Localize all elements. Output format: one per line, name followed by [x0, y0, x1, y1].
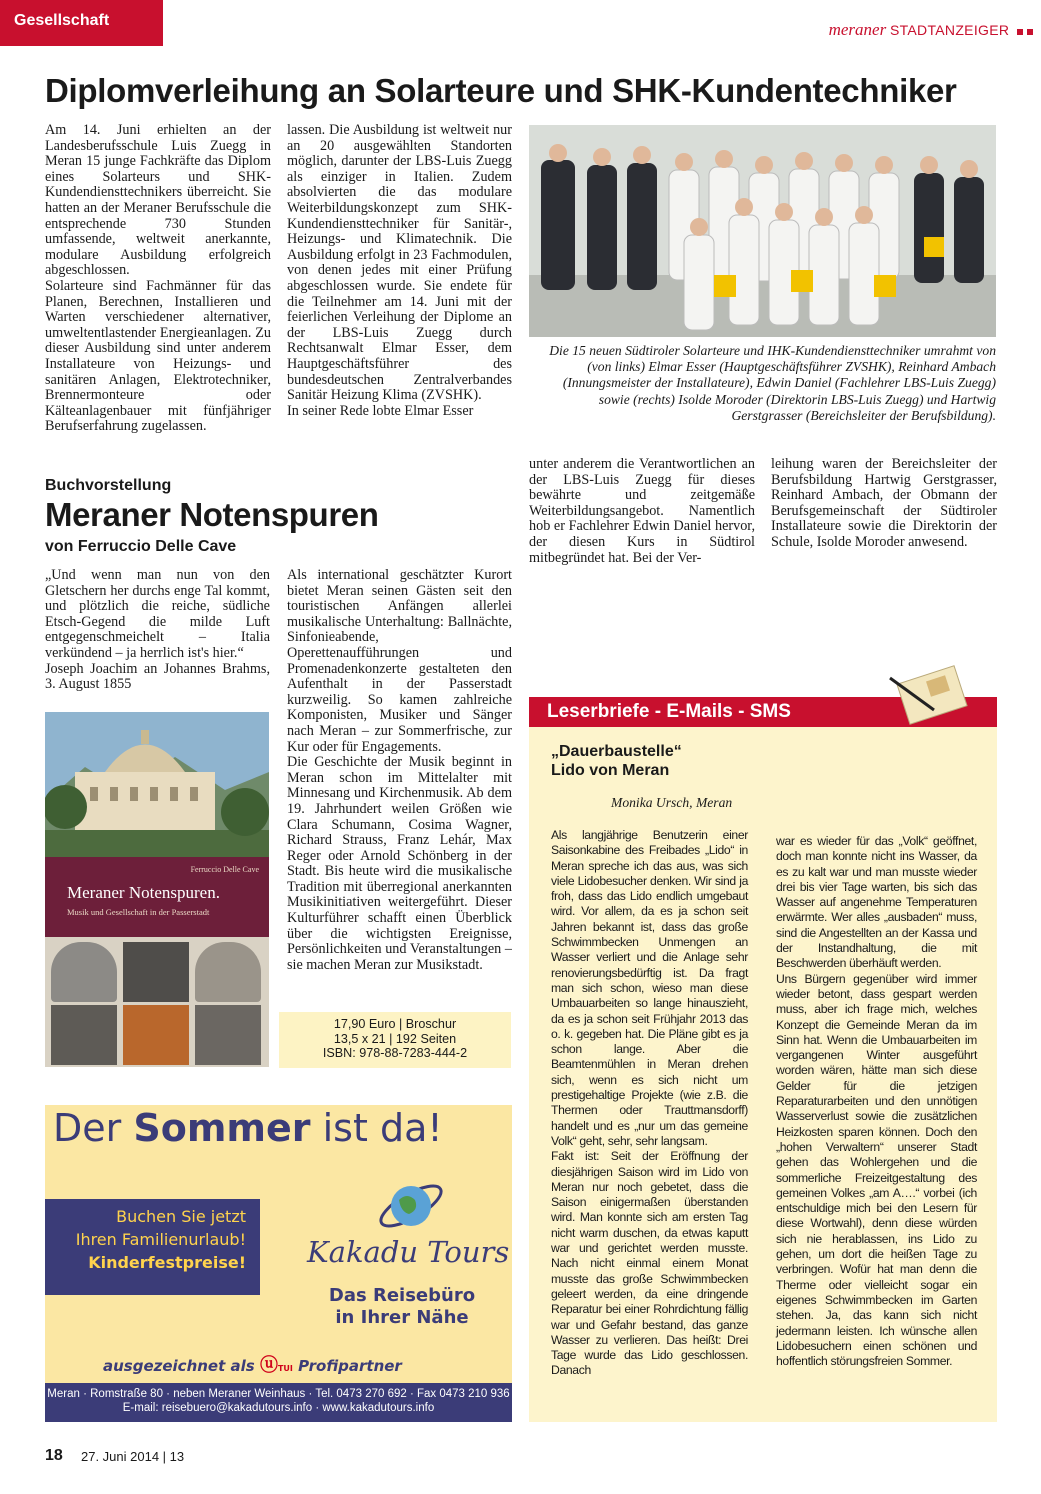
ad-slogan-1: Das Reisebüro [328, 1285, 476, 1306]
masthead-stadtanzeiger: STADTANZEIGER [889, 22, 1010, 38]
book-price: 17,90 Euro | Broschur [333, 1017, 457, 1031]
article1-column-4: leihung waren der Bereichsleiter der Berufsbildung Hartwig Gerstgrasser, Reinhard Ambach, der Obmann der Berufsgemeinschaft der Südtiroler Installateure sowie die Direktorin der Schule, Isolde Moroder anwesend. [771, 456, 997, 550]
masthead-meraner: meraner [828, 20, 887, 39]
letters-header: Leserbriefe - E-Mails - SMS [529, 697, 997, 727]
letter-author: Monika Ursch, Meran [611, 795, 733, 810]
article1-column-3: unter anderem die Verantwortlichen an der LBS-Luis Zuegg für dieses bewährte und zeitgemäße Weiterbildungsangebot. Namentlich hob er Fachlehrer Edwin Daniel hervor, der diesen Kurs in Südtirol mitbegründet hat. Bei der Ver- [529, 456, 755, 566]
letter-title: „Dauerbaustelle“ Lido von Meran [551, 743, 682, 779]
cover-title: Meraner Notenspuren. [67, 883, 220, 902]
ad-brand: Kakadu Tours [307, 1235, 510, 1269]
book-price-box [279, 1012, 511, 1068]
envelope-quill-icon [888, 664, 972, 726]
section-label: Gesellschaft [0, 0, 163, 46]
cover-subtitle: Musik und Gesellschaft in der Passerstadt [67, 907, 210, 917]
book-quote: „Und wenn man nun von den Gletschern her durchs enge Tal kommt, und plötzlich die reiche, südliche Etsch-Gegend die milde Luft entgegenschmeichelt – Italia verkündend – ja herrlich ist's hier.“ Joseph Joachim an Johannes Brahms, 3. August 1855 [45, 567, 270, 693]
page-number: 18 [45, 1447, 63, 1464]
ad-offer-box [45, 1199, 260, 1295]
ad-address: Meran · Romstraße 80 · neben Meraner Weinhaus · Tel. 0473 270 692 · Fax 0473 210 936 [47, 1388, 510, 1400]
globe-icon [375, 1170, 447, 1242]
ad-offer-line-1: Buchen Sie jetzt [116, 1207, 246, 1226]
letter-column-2: war es wieder für das „Volk“ geöffnet, doch man konnte nicht ins Wasser, da es zu kalt war und man musste wieder drei bis vier Tage warten, bis sich das Wasser auf angenehme Temperaturen erwärmte. Wer alles „ausbaden“ muss, sind die Angestellten an der Kassa und der Instandhaltung, die mit Beschwerden überhäuft werden. Uns Bürgern gegenüber wird immer wieder betont, dass gespart werden muss, aber ich frage mich, welches Konzept die Gemeinde Meran da im Sinn hat. Wenn die Umbauarbeiten im vergangenen Winter ausgeführt worden wären, hätte man sich diese Gelder für die jetzigen Reparaturarbeiten und den unnötigen Wasserverlust sowie die zusätzlichen Heizkosten sparen können. Doch den „hohen Verwaltern“ unserer Stadt gehen das Wohlergehen und die sommerliche Freizeitgestaltung des gemeinen Volkes „am A….“ vorbei (ich entschuldige mich bei den Lesern für diese Wortwahl), denn diese würden sich nie herablassen, ins Lido zu gehen, um dort die heißen Tage zu verbringen. Wofür hat man denn die Therme oder vielleicht sogar ein eigenes Schwimmbecken im Garten stehen. Ja, das kann sich nicht jedermann leisten. Ich wünsche allen Lidobesuchern einen schönen und hoffentlich störungsfreien Sommer. [776, 834, 977, 1369]
kakadu-tours-ad[interactable] [45, 1105, 512, 1422]
book-cover [45, 712, 269, 1067]
cover-author: Ferruccio Delle Cave [190, 865, 259, 874]
masthead [829, 20, 1033, 40]
book-byline: von Ferruccio Delle Cave [45, 538, 237, 555]
letter-column-1: Als langjährige Benutzerin einer Saisonkabine des Freibades „Lido“ in Meran spreche ich das aus, was sich viele Lidobesucher denken. Wir sind ja froh, dass das Lido endlich umgebaut wird. Vor allem, da es ja schon seit Jahren bekannt ist, dass das große Schwimmbecken Unmengen an Wasser verliert und die Anlage sehr renovierungsbedürftig ist. Da fragt man sich schon, wieso man diese Umbauarbeiten so lange hinauszieht, da es ja schon seit Frühjahr 2013 das o. k. gegeben hat. Die Pläne gibt es ja schon lange. Aber die Beamtenmühlen in Meran drehen sich, wenn es sich nicht um prestigehaltige Projekte (wie z.B. die Thermen oder Trauttmansdorff) handelt und es „nur um das gemeine Volk“ geht, sehr, sehr langsam. Fakt ist: Seit der Eröffnung der diesjährigen Saison wird im Lido von Meran nur noch gebetet, dass die Saison einigermaßen überstanden wird. Man konnte sich am ersten Tag nicht warm duschen, da etwas kaputt war und gerichtet werden musste. Nach nicht einmal einem Monat musste das große Schwimmbecken geleert werden, da eine dringende Reparatur bei einer Rohrdichtung fällig war und Gefahr bestand, das ganze Wasser zu verlieren. Das heißt: Drei Tage wurde das Lido geschlossen. Danach [551, 828, 748, 1378]
masthead-square-icon [1017, 29, 1023, 35]
ad-offer-line-2: Ihren Familienurlaub! [75, 1230, 246, 1249]
graduates-group-photo [529, 125, 996, 337]
photo-caption: Die 15 neuen Südtiroler Solarteure und IHK-Kundendiensttechniker umrahmt von (von links) Elmar Esser (Hauptgeschäftsführer ZVSHK), Reinhard Ambach (Innungsmeister der Installateure), Edwin Daniel (Fachlehrer LBS-Luis Zuegg) sowie (rechts) Isolde Moroder (Direktorin LBS-Luis Zuegg) und Hartwig Gerstgrasser (Bereichsleiter der Berufsbildung). [549, 343, 996, 423]
ad-offer-line-3: Kinderfestpreise! [88, 1253, 246, 1272]
article-headline: Diplomverleihung an Solarteure und SHK-Kundentechniker [45, 72, 957, 109]
tui-smile-icon: ⓤ [259, 1355, 278, 1376]
ad-contact-footer[interactable] [45, 1383, 512, 1422]
book-format: 13,5 x 21 | 192 Seiten [333, 1031, 457, 1046]
group-photo-illustration [529, 125, 996, 337]
book-isbn: ISBN: 978-88-7283-444-2 [322, 1046, 468, 1060]
kurhaus-illustration [45, 712, 269, 857]
book-title: Meraner Notenspuren [45, 496, 379, 533]
issue-date: 27. Juni 2014 | 13 [81, 1449, 185, 1464]
masthead-square-icon [1027, 29, 1033, 35]
article1-column-2: lassen. Die Ausbildung ist weltweit nur an 20 ausgewählten Standorten möglich, darunter der LBS-Luis Zuegg als einziger in Italien. Zudem absolvierten die das modulare Weiterbildungskonzept zum SHK-Kundendiensttechniker für Sanitär-, Heizungs- und Klimatechnik. Die Ausbildung erfolgt in 23 Fachmodulen, von denen jedes mit einer Prüfung abgeschlossen wurde. Sie endete für die Teilnehmer am 14. Juni mit der feierlichen Verleihung der Diplome an der LBS-Luis Zuegg durch Rechtsanwalt Elmar Esser, dem Hauptgeschäftsführer des bundesdeutschen Zentralverbandes Sanitär Heizung Klima (ZVSHK). In seiner Rede lobte Elmar Esser [287, 123, 512, 419]
book-text-column: Als international geschätzter Kurort bietet Meran seinen Gästen seit den touristischen Anfängen allerlei musikalische Unterhaltung: Ballnächte, Sinfonieabende, Operettenaufführungen und Promenadenkonzerte gestalteten den Aufenthalt in der Passerstadt kurzweilig. So kamen zahlreiche Komponisten, Musiker und Sänger nach Meran – zur Sommerfrische, zur Kur oder für Engagements. Die Geschichte der Musik beginnt in Meran schon im Mittelalter mit Minnesang und Kirchenmusik. Ab dem 19. Jahrhundert weilen Größen wie Clara Schumann, Cosima Wagner, Richard Strauss, Franz Lehár, Max Reger oder Arnold Schönberg in der Stadt. Bis heute wird die musikalische Tradition mit überregional anerkannten Musikinitiativen weitergeführt. Dieser Kulturführer schafft einen Überblick über die wichtigsten Ereignisse, Persönlichkeiten und Veranstaltungen – sie machen Meran zur Musikstadt. [287, 568, 512, 973]
ad-headline: Der Sommer ist da! [53, 1106, 443, 1150]
ad-email[interactable]: E-mail: reisebuero@kakadutours.info · www.kakadutours.info [122, 1402, 435, 1414]
book-kicker: Buchvorstellung [45, 477, 172, 494]
ad-slogan-2: in Ihrer Nähe [335, 1307, 469, 1328]
article1-column-1: Am 14. Juni erhielten an der Landesberufsschule Luis Zuegg in Meran 15 junge Fachkräfte das Diplom eines Solarteurs und SHK-Kundendiensttechnikers überreicht. Sie hatten an der Meraner Berufsschule die entsprechende 730 Stunden umfassende, weltweit anerkannte, modulare Ausbildung erfolgreich abgeschlossen. Solarteure sind Fachmänner für das Planen, Berechnen, Installieren und Warten verschiedener alternativer, umweltentlastender Energieanlagen. Zu dieser Ausbildung sind unter anderem Installateure von Heizungs- und sanitären Anlagen, Elektrotechniker, Brennermonteure oder Kälteanlagenbauer mit fünfjähriger Berufserfahrung zugelassen. [45, 123, 271, 435]
cover-portraits [45, 937, 269, 1067]
ad-award: ausgezeichnet als ⓤTUI Profipartner [103, 1355, 402, 1376]
